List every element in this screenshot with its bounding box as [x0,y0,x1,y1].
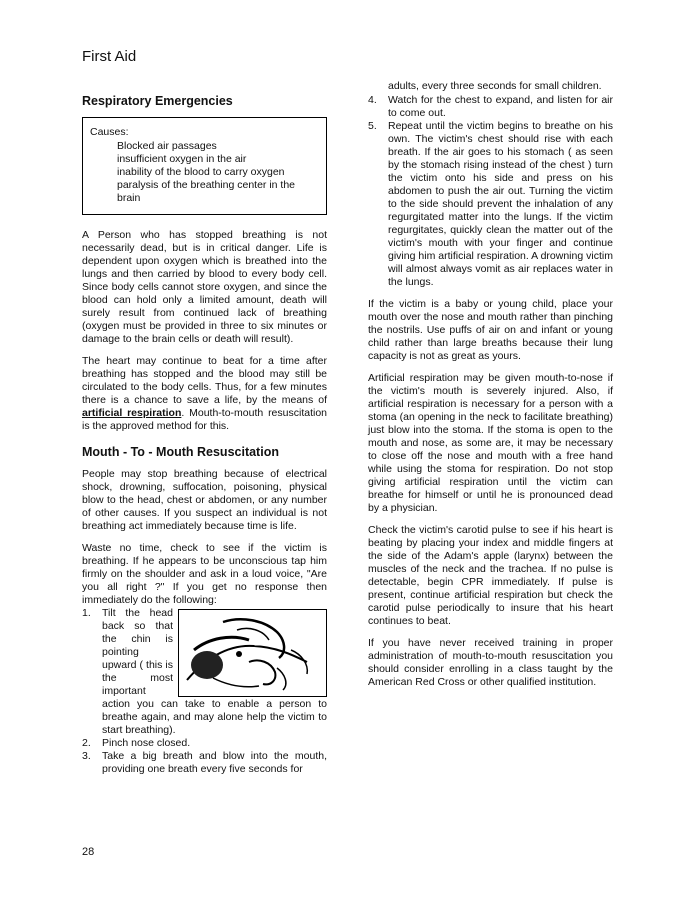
step-number: 4. [368,94,377,106]
paragraph [82,355,327,433]
right-column [368,80,613,698]
list-item [368,80,613,93]
cause-item: Blocked air passages [117,140,217,152]
steps-list-continued [368,80,613,289]
step-number: 1. [82,607,91,619]
head-tilt-illustration-icon [179,610,326,695]
cause-item: insufficient oxygen in the air [117,153,247,165]
list-item [82,750,327,776]
step-text: action you can take to enable a person to breathe again, and may alone help the victim to start breathing). [102,698,327,736]
paragraph: Check the victim's carotid pulse to see if his heart is beating by placing your index and middle fingers at the side of the Adam's apple (larynx) between the muscles of the neck and the trachea. If no pulse is detectable, begin CPR immediately. If pulse is present, continue artificial respiration but check the carotid pulse periodically to insure that his heart continues to beat. [368,524,613,627]
causes-box [82,117,327,215]
paragraph: If you have never received training in proper administration of mouth-to-mouth resuscitation you should consider enrolling in a class taught by the American Red Cross or other qualified institution. [368,637,613,688]
list-item [82,737,327,750]
causes-title: Causes: [90,126,129,138]
page-number: 28 [82,846,95,858]
section-heading-mouth-to-mouth: Mouth - To - Mouth Resuscitation [82,445,279,459]
cause-item: inability of the blood to carry oxygen [117,166,285,178]
artificial-respiration-link[interactable]: artificial respiration [82,407,182,419]
list-item [82,607,327,737]
step-text: Take a big breath and blow into the mouth, providing one breath every five seconds for [102,750,327,775]
paragraph: If the victim is a baby or young child, place your mouth over the nose and mouth rather than pinching the nostrils. Use puffs of air on and infant or young child rather than large breaths because their lung capacity is not as great as yours. [368,298,613,362]
step-text: adults, every three seconds for small children. [388,80,602,92]
paragraph-text: . Mouth-to-mouth resuscitation is the approved method for this. [82,407,328,432]
step-number: 2. [82,737,91,749]
page-header-title: First Aid [82,48,137,65]
list-item [368,94,613,120]
paragraph: People may stop breathing because of electrical shock, drowning, suffocation, poisoning, physical blow to the head, chest or abdomen, or any number of other causes. If you suspect an individual is not breathing act immediately because time is life. [82,468,327,532]
cause-item: paralysis of the breathing center in the brain [117,179,296,204]
paragraph-text: The heart may continue to beat for a time after breathing has stopped and the blood may still be circulated to the body cells. Thus, for a few minutes there is a chance to save a life, by the means of [82,355,327,406]
section-heading-respiratory: Respiratory Emergencies [82,94,233,108]
paragraph: A Person who has stopped breathing is not necessarily dead, but is in critical danger. Life is dependent upon oxygen which is breathed into the lungs and then carried by blood to every body cell. Since body cells cannot store oxygen, and since the blood can hold only a limited amount, death will surely result from continued lack of breathing (oxygen must be provided in three to six minutes or damage to the brain cells or death will result). [82,229,327,345]
step-text: Repeat until the victim begins to breathe on his own. The victim's chest should rise with each breath. If the air goes to his stomach ( as seen by the stomach rising instead of the chest ) turn the victim onto his side and press on his abdomen to push the air out. Turning the victim to the side should prevent the inhalation of any regurgitated matter into the lungs. If the victim regurgitates, quickly clean the matter out of the victim's mouth with your finger and continue giving him artificial respiration. A drowning victim will almost always vomit as air replaces water in the lungs. [388,120,613,288]
rescue-breathing-illustration [178,609,327,697]
step-text: Pinch nose closed. [102,737,191,749]
steps-list [82,607,327,776]
step-number: 5. [368,120,377,132]
left-column [82,95,327,776]
paragraph: Waste no time, check to see if the victim is breathing. If he appears to be unconscious tap him firmly on the shoulder and ask in a loud voice, "Are you all right ?" If you get no response then immediately do the following: [82,542,327,606]
list-item [368,120,613,289]
step-number: 3. [82,750,91,762]
step-text: Watch for the chest to expand, and listen for air to come out. [388,94,613,119]
paragraph: Artificial respiration may be given mouth-to-nose if the victim's mouth is severely injured. Also, if artificial respiration is necessary for a person with a stoma (an opening in the neck to facilitate breathing) just blow into the stoma. If the stoma is open to the mouth and nose, as some are, it may be necessary to close off the nose and mouth with a free hand while using the stoma for respiration. Do not stop giving artificial respiration until the victim can breathe for himself or until he is pronounced dead by a physician. [368,372,613,514]
step-text: Tilt the head back so that the chin is pointing upward ( this is the most important [102,607,173,697]
